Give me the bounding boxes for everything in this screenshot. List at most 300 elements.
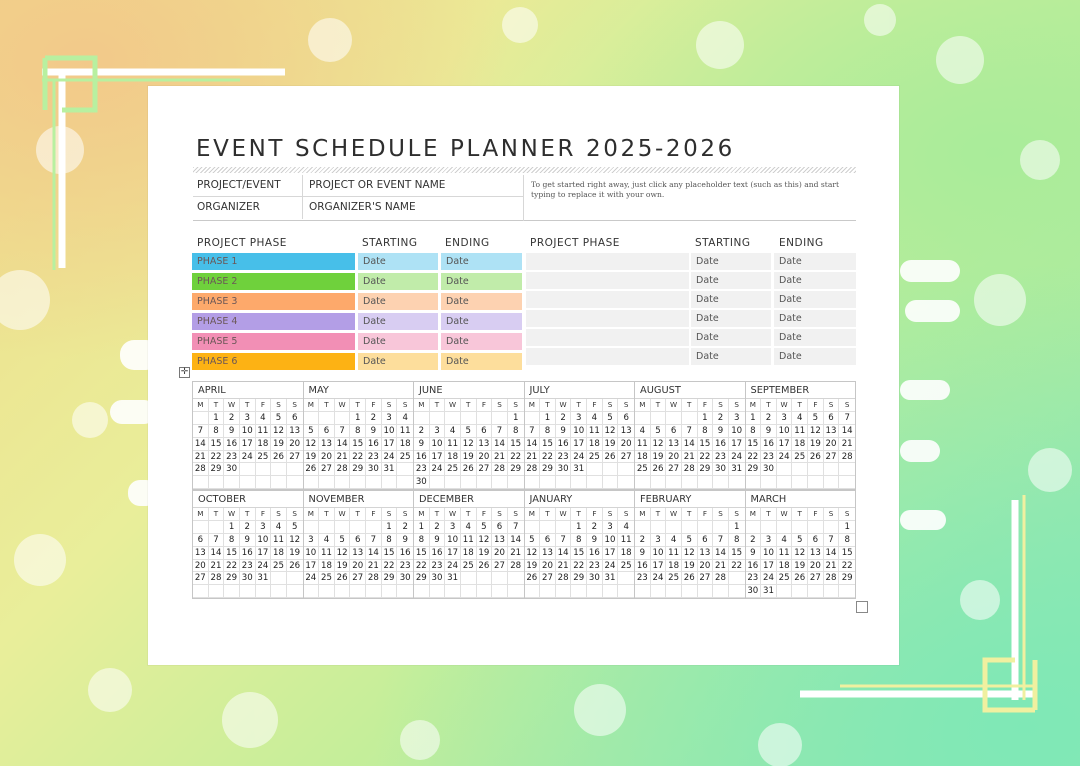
day-cell[interactable]: 11 — [587, 425, 603, 438]
day-cell[interactable]: 17 — [571, 438, 587, 451]
day-cell[interactable]: 31 — [729, 463, 745, 476]
day-cell[interactable]: 6 — [808, 534, 824, 547]
day-cell[interactable]: 19 — [525, 560, 541, 573]
day-cell[interactable]: 20 — [319, 451, 335, 464]
day-cell[interactable]: 19 — [287, 547, 303, 560]
phase-start-date[interactable]: Date — [691, 291, 771, 308]
day-cell[interactable]: 24 — [304, 572, 320, 585]
day-cell[interactable]: 10 — [430, 438, 446, 451]
day-cell[interactable]: 30 — [587, 572, 603, 585]
day-cell[interactable]: 11 — [777, 547, 793, 560]
day-cell[interactable]: 23 — [430, 560, 446, 573]
day-cell[interactable]: 8 — [839, 534, 855, 547]
day-cell[interactable]: 18 — [461, 547, 477, 560]
day-cell[interactable]: 29 — [839, 572, 855, 585]
day-cell[interactable]: 7 — [824, 534, 840, 547]
phase-end-date[interactable]: Date — [774, 329, 856, 346]
day-cell[interactable]: 6 — [193, 534, 209, 547]
day-cell[interactable]: 14 — [682, 438, 698, 451]
day-cell[interactable]: 16 — [746, 560, 762, 573]
day-cell[interactable]: 28 — [366, 572, 382, 585]
day-cell[interactable]: 7 — [209, 534, 225, 547]
day-cell[interactable]: 23 — [587, 560, 603, 573]
day-cell[interactable]: 24 — [603, 560, 619, 573]
day-cell[interactable]: 13 — [193, 547, 209, 560]
day-cell[interactable]: 7 — [839, 412, 855, 425]
day-cell[interactable]: 7 — [682, 425, 698, 438]
day-cell[interactable]: 24 — [571, 451, 587, 464]
day-cell[interactable]: 6 — [319, 425, 335, 438]
day-cell[interactable]: 21 — [193, 451, 209, 464]
day-cell[interactable]: 18 — [319, 560, 335, 573]
day-cell[interactable]: 25 — [397, 451, 413, 464]
day-cell[interactable]: 13 — [287, 425, 303, 438]
day-cell[interactable]: 13 — [824, 425, 840, 438]
day-cell[interactable]: 5 — [271, 412, 287, 425]
day-cell[interactable]: 26 — [651, 463, 667, 476]
day-cell[interactable]: 5 — [287, 521, 303, 534]
day-cell[interactable]: 16 — [713, 438, 729, 451]
day-cell[interactable]: 12 — [603, 425, 619, 438]
day-cell[interactable]: 11 — [319, 547, 335, 560]
day-cell[interactable]: 19 — [335, 560, 351, 573]
day-cell[interactable]: 5 — [792, 534, 808, 547]
day-cell[interactable]: 11 — [792, 425, 808, 438]
phase-end-date[interactable]: Date — [774, 253, 856, 270]
day-cell[interactable]: 22 — [382, 560, 398, 573]
phase-start-date[interactable]: Date — [358, 273, 438, 290]
phase-name[interactable] — [526, 291, 689, 308]
day-cell[interactable]: 3 — [256, 521, 272, 534]
day-cell[interactable]: 19 — [477, 547, 493, 560]
day-cell[interactable]: 8 — [571, 534, 587, 547]
day-cell[interactable]: 17 — [761, 560, 777, 573]
day-cell[interactable]: 3 — [304, 534, 320, 547]
day-cell[interactable]: 1 — [224, 521, 240, 534]
day-cell[interactable]: 4 — [256, 412, 272, 425]
day-cell[interactable]: 6 — [492, 521, 508, 534]
day-cell[interactable]: 28 — [193, 463, 209, 476]
day-cell[interactable]: 29 — [414, 572, 430, 585]
day-cell[interactable]: 6 — [540, 534, 556, 547]
phase-start-date[interactable]: Date — [691, 310, 771, 327]
day-cell[interactable]: 30 — [556, 463, 572, 476]
day-cell[interactable]: 16 — [556, 438, 572, 451]
day-cell[interactable]: 2 — [761, 412, 777, 425]
day-cell[interactable]: 1 — [540, 412, 556, 425]
day-cell[interactable]: 28 — [525, 463, 541, 476]
day-cell[interactable]: 16 — [224, 438, 240, 451]
day-cell[interactable]: 19 — [792, 560, 808, 573]
day-cell[interactable]: 14 — [492, 438, 508, 451]
day-cell[interactable]: 7 — [508, 521, 524, 534]
day-cell[interactable]: 6 — [824, 412, 840, 425]
day-cell[interactable]: 18 — [666, 560, 682, 573]
day-cell[interactable]: 4 — [635, 425, 651, 438]
day-cell[interactable]: 8 — [698, 425, 714, 438]
day-cell[interactable]: 14 — [713, 547, 729, 560]
day-cell[interactable]: 8 — [224, 534, 240, 547]
day-cell[interactable]: 14 — [209, 547, 225, 560]
day-cell[interactable]: 3 — [729, 412, 745, 425]
day-cell[interactable]: 21 — [839, 438, 855, 451]
day-cell[interactable]: 7 — [335, 425, 351, 438]
day-cell[interactable]: 17 — [651, 560, 667, 573]
phase-name[interactable] — [526, 253, 689, 270]
day-cell[interactable]: 5 — [651, 425, 667, 438]
day-cell[interactable]: 2 — [556, 412, 572, 425]
day-cell[interactable]: 31 — [445, 572, 461, 585]
day-cell[interactable]: 24 — [761, 572, 777, 585]
day-cell[interactable]: 13 — [477, 438, 493, 451]
day-cell[interactable]: 14 — [193, 438, 209, 451]
day-cell[interactable]: 10 — [571, 425, 587, 438]
day-cell[interactable]: 28 — [682, 463, 698, 476]
day-cell[interactable]: 11 — [635, 438, 651, 451]
day-cell[interactable]: 30 — [713, 463, 729, 476]
day-cell[interactable]: 29 — [508, 463, 524, 476]
phase-start-date[interactable]: Date — [691, 348, 771, 365]
day-cell[interactable]: 26 — [304, 463, 320, 476]
day-cell[interactable]: 21 — [209, 560, 225, 573]
day-cell[interactable]: 16 — [761, 438, 777, 451]
day-cell[interactable]: 22 — [224, 560, 240, 573]
day-cell[interactable]: 2 — [635, 534, 651, 547]
day-cell[interactable]: 9 — [430, 534, 446, 547]
phase-name[interactable] — [526, 329, 689, 346]
day-cell[interactable]: 14 — [839, 425, 855, 438]
day-cell[interactable]: 14 — [335, 438, 351, 451]
day-cell[interactable]: 19 — [651, 451, 667, 464]
day-cell[interactable]: 10 — [240, 425, 256, 438]
day-cell[interactable]: 9 — [761, 425, 777, 438]
day-cell[interactable]: 22 — [414, 560, 430, 573]
day-cell[interactable]: 19 — [304, 451, 320, 464]
day-cell[interactable]: 26 — [682, 572, 698, 585]
day-cell[interactable]: 11 — [461, 534, 477, 547]
day-cell[interactable]: 21 — [366, 560, 382, 573]
day-cell[interactable]: 11 — [271, 534, 287, 547]
day-cell[interactable]: 17 — [445, 547, 461, 560]
day-cell[interactable]: 27 — [492, 560, 508, 573]
day-cell[interactable]: 9 — [746, 547, 762, 560]
day-cell[interactable]: 15 — [571, 547, 587, 560]
day-cell[interactable]: 10 — [304, 547, 320, 560]
day-cell[interactable]: 12 — [682, 547, 698, 560]
phase-end-date[interactable]: Date — [441, 293, 522, 310]
day-cell[interactable]: 28 — [839, 451, 855, 464]
day-cell[interactable]: 22 — [350, 451, 366, 464]
day-cell[interactable]: 13 — [540, 547, 556, 560]
phase-end-date[interactable]: Date — [441, 313, 522, 330]
organizer-field[interactable]: ORGANIZER'S NAME — [309, 201, 416, 213]
day-cell[interactable]: 15 — [350, 438, 366, 451]
day-cell[interactable]: 12 — [271, 425, 287, 438]
day-cell[interactable]: 21 — [682, 451, 698, 464]
day-cell[interactable]: 20 — [477, 451, 493, 464]
day-cell[interactable]: 15 — [209, 438, 225, 451]
day-cell[interactable]: 2 — [746, 534, 762, 547]
day-cell[interactable]: 30 — [240, 572, 256, 585]
phase-start-date[interactable]: Date — [358, 293, 438, 310]
day-cell[interactable]: 12 — [792, 547, 808, 560]
phase-end-date[interactable]: Date — [774, 291, 856, 308]
day-cell[interactable]: 9 — [587, 534, 603, 547]
day-cell[interactable]: 29 — [540, 463, 556, 476]
day-cell[interactable]: 6 — [477, 425, 493, 438]
day-cell[interactable]: 25 — [792, 451, 808, 464]
day-cell[interactable]: 1 — [209, 412, 225, 425]
day-cell[interactable]: 25 — [445, 463, 461, 476]
day-cell[interactable]: 11 — [666, 547, 682, 560]
day-cell[interactable]: 18 — [445, 451, 461, 464]
day-cell[interactable]: 20 — [618, 438, 634, 451]
day-cell[interactable]: 4 — [587, 412, 603, 425]
day-cell[interactable]: 31 — [571, 463, 587, 476]
day-cell[interactable]: 18 — [397, 438, 413, 451]
day-cell[interactable]: 15 — [540, 438, 556, 451]
day-cell[interactable]: 7 — [492, 425, 508, 438]
day-cell[interactable]: 24 — [256, 560, 272, 573]
day-cell[interactable]: 25 — [618, 560, 634, 573]
day-cell[interactable]: 23 — [635, 572, 651, 585]
day-cell[interactable]: 23 — [224, 451, 240, 464]
day-cell[interactable]: 25 — [635, 463, 651, 476]
day-cell[interactable]: 22 — [571, 560, 587, 573]
day-cell[interactable]: 5 — [461, 425, 477, 438]
day-cell[interactable]: 10 — [651, 547, 667, 560]
phase-end-date[interactable]: Date — [774, 272, 856, 289]
day-cell[interactable]: 24 — [445, 560, 461, 573]
day-cell[interactable]: 3 — [651, 534, 667, 547]
phase-name[interactable] — [526, 272, 689, 289]
day-cell[interactable]: 25 — [319, 572, 335, 585]
day-cell[interactable]: 30 — [224, 463, 240, 476]
day-cell[interactable]: 30 — [746, 585, 762, 598]
day-cell[interactable]: 15 — [698, 438, 714, 451]
day-cell[interactable]: 29 — [698, 463, 714, 476]
day-cell[interactable]: 7 — [193, 425, 209, 438]
day-cell[interactable]: 27 — [477, 463, 493, 476]
day-cell[interactable]: 4 — [461, 521, 477, 534]
day-cell[interactable]: 3 — [603, 521, 619, 534]
day-cell[interactable]: 3 — [445, 521, 461, 534]
day-cell[interactable]: 12 — [287, 534, 303, 547]
day-cell[interactable]: 30 — [366, 463, 382, 476]
day-cell[interactable]: 12 — [525, 547, 541, 560]
day-cell[interactable]: 27 — [319, 463, 335, 476]
day-cell[interactable]: 16 — [397, 547, 413, 560]
phase-name[interactable]: PHASE 6 — [192, 353, 355, 370]
phase-start-date[interactable]: Date — [691, 253, 771, 270]
day-cell[interactable]: 12 — [808, 425, 824, 438]
day-cell[interactable]: 24 — [382, 451, 398, 464]
day-cell[interactable]: 25 — [271, 560, 287, 573]
phase-end-date[interactable]: Date — [774, 310, 856, 327]
day-cell[interactable]: 13 — [666, 438, 682, 451]
day-cell[interactable]: 11 — [397, 425, 413, 438]
day-cell[interactable]: 24 — [729, 451, 745, 464]
day-cell[interactable]: 21 — [713, 560, 729, 573]
day-cell[interactable]: 28 — [492, 463, 508, 476]
day-cell[interactable]: 2 — [414, 425, 430, 438]
day-cell[interactable]: 28 — [556, 572, 572, 585]
phase-name[interactable] — [526, 310, 689, 327]
day-cell[interactable]: 9 — [224, 425, 240, 438]
day-cell[interactable]: 28 — [824, 572, 840, 585]
day-cell[interactable]: 23 — [556, 451, 572, 464]
day-cell[interactable]: 5 — [304, 425, 320, 438]
phase-start-date[interactable]: Date — [358, 353, 438, 370]
day-cell[interactable]: 2 — [397, 521, 413, 534]
day-cell[interactable]: 25 — [777, 572, 793, 585]
day-cell[interactable]: 10 — [729, 425, 745, 438]
day-cell[interactable]: 5 — [682, 534, 698, 547]
phase-name[interactable]: PHASE 3 — [192, 293, 355, 310]
day-cell[interactable]: 1 — [414, 521, 430, 534]
day-cell[interactable]: 5 — [603, 412, 619, 425]
day-cell[interactable]: 3 — [430, 425, 446, 438]
day-cell[interactable]: 26 — [477, 560, 493, 573]
day-cell[interactable]: 12 — [651, 438, 667, 451]
day-cell[interactable]: 30 — [414, 476, 430, 489]
day-cell[interactable]: 4 — [397, 412, 413, 425]
day-cell[interactable]: 30 — [761, 463, 777, 476]
day-cell[interactable]: 7 — [713, 534, 729, 547]
day-cell[interactable]: 19 — [461, 451, 477, 464]
day-cell[interactable]: 21 — [492, 451, 508, 464]
day-cell[interactable]: 5 — [808, 412, 824, 425]
day-cell[interactable]: 13 — [698, 547, 714, 560]
day-cell[interactable]: 14 — [525, 438, 541, 451]
day-cell[interactable]: 22 — [729, 560, 745, 573]
day-cell[interactable]: 13 — [350, 547, 366, 560]
day-cell[interactable]: 22 — [746, 451, 762, 464]
day-cell[interactable]: 9 — [366, 425, 382, 438]
day-cell[interactable]: 4 — [618, 521, 634, 534]
day-cell[interactable]: 7 — [525, 425, 541, 438]
day-cell[interactable]: 5 — [525, 534, 541, 547]
day-cell[interactable]: 17 — [304, 560, 320, 573]
day-cell[interactable]: 12 — [477, 534, 493, 547]
day-cell[interactable]: 16 — [587, 547, 603, 560]
day-cell[interactable]: 8 — [540, 425, 556, 438]
day-cell[interactable]: 18 — [587, 438, 603, 451]
day-cell[interactable]: 31 — [256, 572, 272, 585]
day-cell[interactable]: 29 — [571, 572, 587, 585]
day-cell[interactable]: 9 — [556, 425, 572, 438]
day-cell[interactable]: 1 — [350, 412, 366, 425]
day-cell[interactable]: 16 — [366, 438, 382, 451]
day-cell[interactable]: 3 — [240, 412, 256, 425]
day-cell[interactable]: 4 — [777, 534, 793, 547]
day-cell[interactable]: 20 — [808, 560, 824, 573]
day-cell[interactable]: 21 — [335, 451, 351, 464]
day-cell[interactable]: 26 — [792, 572, 808, 585]
day-cell[interactable]: 23 — [240, 560, 256, 573]
day-cell[interactable]: 25 — [666, 572, 682, 585]
phase-name[interactable]: PHASE 1 — [192, 253, 355, 270]
day-cell[interactable]: 27 — [824, 451, 840, 464]
day-cell[interactable]: 29 — [224, 572, 240, 585]
day-cell[interactable]: 27 — [698, 572, 714, 585]
day-cell[interactable]: 23 — [713, 451, 729, 464]
day-cell[interactable]: 1 — [698, 412, 714, 425]
day-cell[interactable]: 17 — [256, 547, 272, 560]
day-cell[interactable]: 12 — [304, 438, 320, 451]
day-cell[interactable]: 15 — [508, 438, 524, 451]
day-cell[interactable]: 19 — [603, 438, 619, 451]
day-cell[interactable]: 21 — [556, 560, 572, 573]
day-cell[interactable]: 24 — [777, 451, 793, 464]
day-cell[interactable]: 29 — [350, 463, 366, 476]
day-cell[interactable]: 1 — [839, 521, 855, 534]
day-cell[interactable]: 4 — [666, 534, 682, 547]
day-cell[interactable]: 18 — [792, 438, 808, 451]
day-cell[interactable]: 26 — [335, 572, 351, 585]
day-cell[interactable]: 17 — [729, 438, 745, 451]
day-cell[interactable]: 24 — [651, 572, 667, 585]
day-cell[interactable]: 8 — [746, 425, 762, 438]
day-cell[interactable]: 9 — [240, 534, 256, 547]
day-cell[interactable]: 27 — [618, 451, 634, 464]
day-cell[interactable]: 24 — [430, 463, 446, 476]
day-cell[interactable]: 2 — [240, 521, 256, 534]
day-cell[interactable]: 8 — [508, 425, 524, 438]
day-cell[interactable]: 30 — [397, 572, 413, 585]
day-cell[interactable]: 19 — [271, 438, 287, 451]
day-cell[interactable]: 26 — [808, 451, 824, 464]
day-cell[interactable]: 6 — [350, 534, 366, 547]
day-cell[interactable]: 9 — [713, 425, 729, 438]
day-cell[interactable]: 22 — [540, 451, 556, 464]
table-resize-handle[interactable] — [856, 601, 868, 613]
day-cell[interactable]: 23 — [414, 463, 430, 476]
day-cell[interactable]: 25 — [461, 560, 477, 573]
phase-name[interactable]: PHASE 2 — [192, 273, 355, 290]
day-cell[interactable]: 18 — [271, 547, 287, 560]
day-cell[interactable]: 20 — [666, 451, 682, 464]
day-cell[interactable]: 31 — [603, 572, 619, 585]
day-cell[interactable]: 1 — [746, 412, 762, 425]
phase-start-date[interactable]: Date — [691, 272, 771, 289]
day-cell[interactable]: 31 — [761, 585, 777, 598]
day-cell[interactable]: 2 — [430, 521, 446, 534]
day-cell[interactable]: 4 — [445, 425, 461, 438]
day-cell[interactable]: 7 — [366, 534, 382, 547]
day-cell[interactable]: 9 — [635, 547, 651, 560]
phase-end-date[interactable]: Date — [441, 253, 522, 270]
phase-start-date[interactable]: Date — [358, 313, 438, 330]
phase-name[interactable]: PHASE 5 — [192, 333, 355, 350]
day-cell[interactable]: 27 — [350, 572, 366, 585]
day-cell[interactable]: 26 — [525, 572, 541, 585]
day-cell[interactable]: 27 — [666, 463, 682, 476]
day-cell[interactable]: 28 — [508, 560, 524, 573]
phase-end-date[interactable]: Date — [774, 348, 856, 365]
day-cell[interactable]: 31 — [382, 463, 398, 476]
day-cell[interactable]: 3 — [761, 534, 777, 547]
phase-start-date[interactable]: Date — [691, 329, 771, 346]
day-cell[interactable]: 2 — [224, 412, 240, 425]
day-cell[interactable]: 9 — [414, 438, 430, 451]
instruction-note[interactable]: To get started right away, just click any placeholder text (such as this) and start typing to replace it with your own. — [523, 175, 856, 221]
day-cell[interactable]: 15 — [839, 547, 855, 560]
day-cell[interactable]: 6 — [666, 425, 682, 438]
day-cell[interactable]: 3 — [571, 412, 587, 425]
day-cell[interactable]: 1 — [571, 521, 587, 534]
day-cell[interactable]: 26 — [603, 451, 619, 464]
